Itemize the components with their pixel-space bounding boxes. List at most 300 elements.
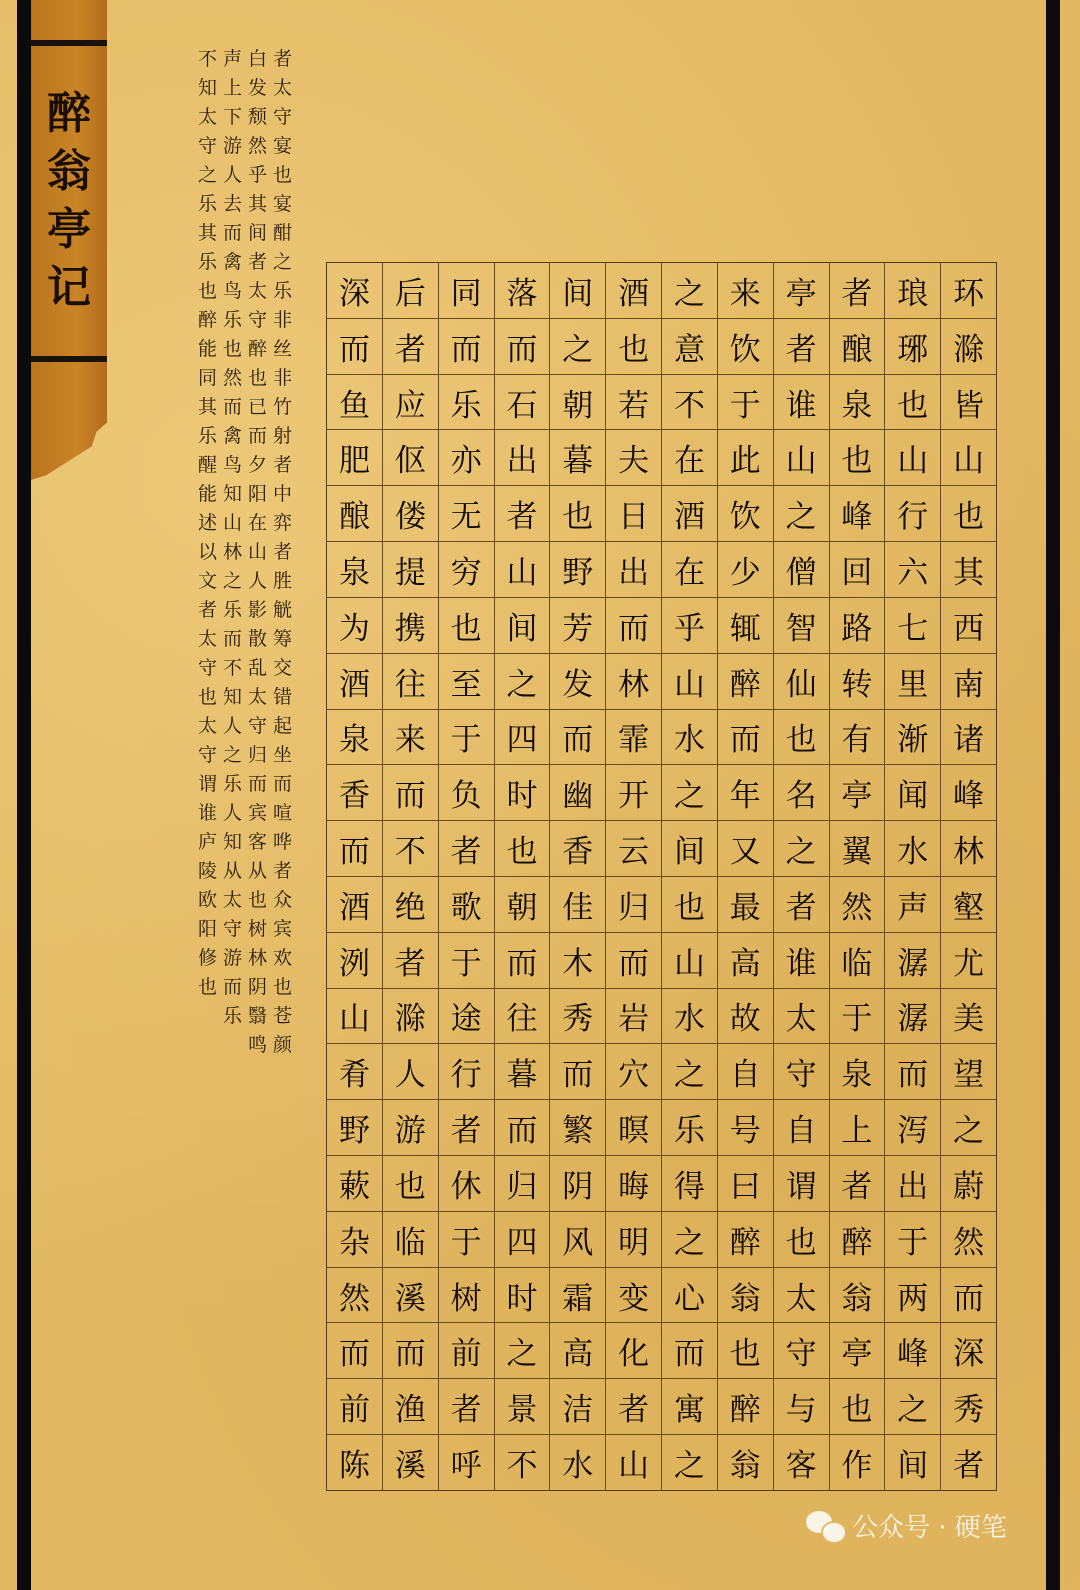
grid-cell: 意: [662, 318, 717, 374]
model-text-char: 宴: [272, 135, 292, 157]
model-text-char: 修: [197, 947, 217, 969]
model-text-char: 非: [272, 367, 292, 389]
grid-cell: 然: [327, 1267, 382, 1323]
model-text-char: 知: [222, 686, 242, 708]
grid-cell: 蔚: [941, 1155, 996, 1211]
grid-cell: 木: [550, 932, 605, 988]
grid-cell: 途: [439, 988, 494, 1044]
grid-cell: 也: [606, 318, 661, 374]
grid-cell: 也: [830, 429, 885, 485]
title-char: 亭: [47, 204, 91, 255]
grid-cell: 而: [495, 1099, 550, 1155]
title-char: 醉: [47, 88, 91, 139]
grid-cell: 暮: [550, 429, 605, 485]
model-text-char: 阳: [247, 483, 267, 505]
grid-cell: 者: [383, 932, 438, 988]
grid-cell: 之: [495, 1322, 550, 1378]
model-text-char: 坐: [272, 744, 292, 766]
model-text-char: 然: [222, 367, 242, 389]
grid-cell: 者: [941, 1434, 996, 1490]
model-text-char: 知: [197, 77, 217, 99]
grid-cell: 景: [495, 1378, 550, 1434]
grid-cell: 也: [885, 374, 940, 430]
grid-cell: 而: [941, 1267, 996, 1323]
grid-cell: 峰: [885, 1322, 940, 1378]
grid-cell: 谓: [774, 1155, 829, 1211]
model-text-char: 鸟: [222, 280, 242, 302]
grid-cell: 繁: [550, 1099, 605, 1155]
model-text-char: 去: [222, 193, 242, 215]
grid-cell: 琊: [885, 318, 940, 374]
grid-cell: 鱼: [327, 374, 382, 430]
right-frame-border: [1046, 0, 1060, 1590]
grid-cell: 酿: [327, 485, 382, 541]
grid-cell: 泉: [830, 1043, 885, 1099]
grid-cell: 霏: [606, 709, 661, 765]
grid-cell: 休: [439, 1155, 494, 1211]
grid-cell: 乎: [662, 597, 717, 653]
model-text-char: 而: [222, 222, 242, 244]
grid-cell: 来: [383, 709, 438, 765]
model-text-column: [195, 45, 220, 1060]
model-text-char: 知: [222, 831, 242, 853]
grid-cell: 而: [606, 597, 661, 653]
grid-cell: 亭: [830, 764, 885, 820]
grid-cell: 有: [830, 709, 885, 765]
grid-cell: 野: [327, 1099, 382, 1155]
model-text-char: 乐: [272, 280, 292, 302]
grid-cell: 间: [562, 275, 594, 312]
model-text-char: 其: [247, 193, 267, 215]
grid-cell: 里: [885, 653, 940, 709]
grid-cell: 伛: [383, 429, 438, 485]
model-text-char: 太: [247, 686, 267, 708]
grid-cell: 行: [885, 485, 940, 541]
model-text-char: 竹: [272, 396, 292, 418]
model-text-char: 乐: [222, 1005, 242, 1027]
model-text-char: 太: [272, 77, 292, 99]
model-text-char: 欧: [197, 889, 217, 911]
grid-cell: 闻: [885, 764, 940, 820]
grid-cell: 若: [606, 374, 661, 430]
model-text-char: 山: [247, 541, 267, 563]
model-text-char: 醉: [247, 338, 267, 360]
grid-cell: 上: [830, 1099, 885, 1155]
grid-cell: 环: [953, 275, 985, 312]
model-text-char: 非: [272, 309, 292, 331]
model-text-char: 也: [197, 686, 217, 708]
model-text-char: 人: [222, 802, 242, 824]
grid-cell: 西: [941, 597, 996, 653]
model-text-char: 下: [222, 106, 242, 128]
grid-cell: 其: [941, 541, 996, 597]
model-text-char: 也: [272, 164, 292, 186]
model-text-char: 宾: [272, 918, 292, 940]
grid-cell: 呼: [439, 1434, 494, 1490]
grid-cell: 之: [662, 1043, 717, 1099]
model-text-char: 乱: [247, 657, 267, 679]
grid-cell: 太: [774, 1267, 829, 1323]
grid-cell: 泻: [885, 1099, 940, 1155]
grid-cell: 太: [774, 988, 829, 1044]
grid-cell: 偻: [383, 485, 438, 541]
grid-cell: 提: [383, 541, 438, 597]
grid-cell: 秀: [550, 988, 605, 1044]
grid-cell: 转: [830, 653, 885, 709]
grid-cell: 化: [606, 1322, 661, 1378]
grid-cell: 绝: [383, 876, 438, 932]
grid-cell: 醉: [718, 653, 773, 709]
grid-cell: 也: [830, 1378, 885, 1434]
grid-cell: 也: [941, 485, 996, 541]
title-tab-top-line: [31, 40, 107, 46]
grid-cell: 而: [495, 932, 550, 988]
model-text-char: 影: [247, 599, 267, 621]
model-text-char: 人: [247, 570, 267, 592]
grid-cell: 之: [662, 1434, 717, 1490]
wechat-icon: [806, 1508, 844, 1542]
grid-cell: 也: [662, 876, 717, 932]
model-text-char: 陵: [197, 860, 217, 882]
grid-cell: 而: [383, 764, 438, 820]
grid-cell: 出: [885, 1155, 940, 1211]
grid-cell: 朝: [550, 374, 605, 430]
grid-cell: 守: [774, 1322, 829, 1378]
grid-cell: 之: [941, 1099, 996, 1155]
model-text-char: 守: [272, 106, 292, 128]
model-text-char: 太: [197, 106, 217, 128]
grid-cell: 歌: [439, 876, 494, 932]
grid-cell: 滁: [941, 318, 996, 374]
model-text-char: 不: [197, 48, 217, 70]
grid-cell: 泉: [830, 374, 885, 430]
grid-cell: 寓: [662, 1378, 717, 1434]
grid-cell: 辄: [718, 597, 773, 653]
model-text-char: 者: [197, 599, 217, 621]
grid-cell: 明: [606, 1211, 661, 1267]
watermark-text: 公众号 · 硬笔: [852, 1512, 1007, 1543]
grid-cell: 者: [841, 275, 873, 312]
model-text-char: 其: [197, 222, 217, 244]
grid-cell: 故: [718, 988, 773, 1044]
grid-cell: 不: [383, 820, 438, 876]
model-text-char: 者: [272, 454, 292, 476]
grid-cell: 之: [495, 653, 550, 709]
grid-cell: 行: [439, 1043, 494, 1099]
model-text-char: 喧: [272, 802, 292, 824]
grid-cell: 尤: [941, 932, 996, 988]
grid-cell: 酒: [327, 653, 382, 709]
model-text-char: 乐: [197, 425, 217, 447]
grid-cell: 四: [495, 1211, 550, 1267]
model-text-char: 醒: [197, 454, 217, 476]
grid-cell: 野: [550, 541, 605, 597]
grid-cell: 出: [606, 541, 661, 597]
grid-cell: 山: [495, 541, 550, 597]
grid-cell: 阴: [550, 1155, 605, 1211]
grid-cell: 携: [383, 597, 438, 653]
grid-cell: 得: [662, 1155, 717, 1211]
grid-column: [661, 263, 717, 1490]
model-text-char: 谓: [197, 773, 217, 795]
grid-cell: 翁: [830, 1267, 885, 1323]
grid-cell: 潺: [885, 988, 940, 1044]
grid-cell: 也: [495, 820, 550, 876]
model-text-char: 之: [222, 570, 242, 592]
grid-cell: 朝: [495, 876, 550, 932]
grid-cell: 僧: [774, 541, 829, 597]
model-text-char: 谁: [197, 802, 217, 824]
grid-cell: 泉: [327, 541, 382, 597]
grid-cell: 水: [885, 820, 940, 876]
grid-cell: 酒: [618, 275, 650, 312]
grid-cell: 落: [506, 275, 538, 312]
grid-cell: 山: [662, 932, 717, 988]
grid-cell: 六: [885, 541, 940, 597]
grid-cell: 翁: [718, 1267, 773, 1323]
grid-cell: 也: [550, 485, 605, 541]
grid-cell: 在: [662, 541, 717, 597]
model-text-char: 也: [197, 976, 217, 998]
model-text-char: 然: [247, 135, 267, 157]
grid-cell: 泉: [327, 709, 382, 765]
grid-cell: 山: [327, 988, 382, 1044]
grid-cell: 也: [718, 1322, 773, 1378]
model-text-char: 夕: [247, 454, 267, 476]
model-text-char: 禽: [222, 251, 242, 273]
grid-cell: 然: [830, 876, 885, 932]
grid-cell: 云: [606, 820, 661, 876]
grid-cell: 于: [885, 1211, 940, 1267]
grid-cell: 年: [718, 764, 773, 820]
grid-cell: 之: [673, 275, 705, 312]
model-text-char: 守: [222, 918, 242, 940]
grid-cell: 也: [774, 709, 829, 765]
model-text-char: 也: [247, 889, 267, 911]
grid-cell: 者: [383, 318, 438, 374]
grid-cell: 而: [718, 709, 773, 765]
grid-cell: 暝: [606, 1099, 661, 1155]
model-text-column: [270, 45, 295, 1060]
model-text-char: 阴: [247, 976, 267, 998]
grid-cell: 蔌: [327, 1155, 382, 1211]
model-text-char: 上: [222, 77, 242, 99]
model-text-char: 胜: [272, 570, 292, 592]
grid-cell: 陈: [327, 1434, 382, 1490]
grid-cell: 声: [885, 876, 940, 932]
model-text-char: 者: [272, 541, 292, 563]
grid-cell: 开: [606, 764, 661, 820]
model-text-char: 守: [247, 715, 267, 737]
page-title: [31, 85, 107, 317]
grid-cell: 肴: [327, 1043, 382, 1099]
grid-cell: 深: [941, 1322, 996, 1378]
model-text-char: 弈: [272, 512, 292, 534]
grid-cell: 者: [774, 318, 829, 374]
model-text-char: 而: [272, 773, 292, 795]
grid-cell: 壑: [941, 876, 996, 932]
model-text-char: 也: [222, 338, 242, 360]
model-text-char: 阳: [197, 918, 217, 940]
model-text-char: 也: [247, 367, 267, 389]
grid-cell: 渐: [885, 709, 940, 765]
model-text-char: 不: [222, 657, 242, 679]
model-text-char: 错: [272, 686, 292, 708]
grid-cell: 自: [718, 1043, 773, 1099]
grid-cell: 此: [718, 429, 773, 485]
model-text-char: 之: [272, 251, 292, 273]
grid-cell: 间: [495, 597, 550, 653]
grid-cell: 临: [830, 932, 885, 988]
watermark: [806, 1505, 1007, 1545]
model-text-char: 守: [197, 657, 217, 679]
grid-cell: 石: [495, 374, 550, 430]
model-text-char: 禽: [222, 425, 242, 447]
grid-cell: 之: [662, 764, 717, 820]
grid-cell: 发: [550, 653, 605, 709]
model-text-char: 太: [197, 715, 217, 737]
model-text-char: 人: [222, 164, 242, 186]
grid-cell: 号: [718, 1099, 773, 1155]
grid-cell: 幽: [550, 764, 605, 820]
grid-cell: 峰: [941, 764, 996, 820]
grid-cell: 岩: [606, 988, 661, 1044]
model-text-char: 发: [247, 77, 267, 99]
grid-cell: 至: [439, 653, 494, 709]
model-text-char: 乐: [222, 599, 242, 621]
model-text-char: 中: [272, 483, 292, 505]
model-text-char: 觥: [272, 599, 292, 621]
model-text-char: 太: [197, 628, 217, 650]
grid-column: [940, 263, 996, 1490]
model-text-char: 鸟: [222, 454, 242, 476]
grid-cell: 负: [439, 764, 494, 820]
grid-column: [829, 263, 885, 1490]
model-text-char: 众: [272, 889, 292, 911]
model-text-char: 归: [247, 744, 267, 766]
grid-cell: 而: [383, 1322, 438, 1378]
grid-cell: 深: [338, 275, 370, 312]
model-text-char: 也: [197, 280, 217, 302]
grid-cell: 山: [941, 429, 996, 485]
grid-cell: 后: [394, 275, 426, 312]
grid-cell: 暮: [495, 1043, 550, 1099]
grid-column: [382, 263, 438, 1490]
model-text-char: 而: [222, 628, 242, 650]
grid-cell: 回: [830, 541, 885, 597]
model-text-char: 守: [247, 309, 267, 331]
grid-cell: 佳: [550, 876, 605, 932]
model-text-char: 述: [197, 512, 217, 534]
grid-cell: 树: [439, 1267, 494, 1323]
model-text-char: 而: [247, 773, 267, 795]
grid-cell: 水: [662, 988, 717, 1044]
grid-cell: 者: [439, 820, 494, 876]
model-text-char: 者: [247, 251, 267, 273]
model-text-char: 游: [222, 135, 242, 157]
model-text-char: 宾: [247, 802, 267, 824]
model-text-char: 者: [272, 860, 292, 882]
model-text-char: 间: [247, 222, 267, 244]
grid-cell: 香: [327, 764, 382, 820]
grid-cell: 两: [885, 1267, 940, 1323]
grid-cell: 七: [885, 597, 940, 653]
grid-cell: 醉: [830, 1211, 885, 1267]
grid-cell: 间: [885, 1434, 940, 1490]
grid-cell: 时: [495, 764, 550, 820]
grid-column: [884, 263, 940, 1490]
grid-cell: 山: [606, 1434, 661, 1490]
grid-cell: 洁: [550, 1378, 605, 1434]
model-text-char: 庐: [197, 831, 217, 853]
model-text-char: 人: [222, 715, 242, 737]
grid-column: [549, 263, 605, 1490]
grid-cell: 洌: [327, 932, 382, 988]
grid-cell: 晦: [606, 1155, 661, 1211]
grid-cell: 前: [327, 1378, 382, 1434]
grid-cell: 皆: [941, 374, 996, 430]
grid-cell: 之: [550, 318, 605, 374]
model-text-char: 宴: [272, 193, 292, 215]
title-tab-bottom-line: [31, 356, 107, 362]
grid-cell: 而: [550, 1043, 605, 1099]
grid-cell: 之: [885, 1378, 940, 1434]
model-text-char: 在: [247, 512, 267, 534]
grid-cell: 于: [830, 988, 885, 1044]
grid-cell: 乐: [662, 1099, 717, 1155]
grid-cell: 临: [383, 1211, 438, 1267]
grid-cell: 谁: [774, 374, 829, 430]
left-frame-border: [17, 0, 31, 1590]
model-text-char: 起: [272, 715, 292, 737]
model-text-char: 乐: [222, 309, 242, 331]
grid-cell: 仙: [774, 653, 829, 709]
grid-column: [605, 263, 661, 1490]
grid-cell: 四: [495, 709, 550, 765]
grid-cell: 而: [550, 709, 605, 765]
model-text-char: 客: [247, 831, 267, 853]
grid-cell: 亭: [785, 275, 817, 312]
grid-cell: 夫: [606, 429, 661, 485]
grid-cell: 时: [495, 1267, 550, 1323]
model-text-column: [245, 45, 270, 1060]
grid-cell: 心: [662, 1267, 717, 1323]
model-text-char: 其: [197, 396, 217, 418]
grid-cell: 芳: [550, 597, 605, 653]
grid-cell: 秀: [941, 1378, 996, 1434]
model-text-char: 之: [197, 164, 217, 186]
grid-cell: 往: [495, 988, 550, 1044]
grid-cell: 游: [383, 1099, 438, 1155]
grid-cell: 翼: [830, 820, 885, 876]
grid-cell: 峰: [830, 485, 885, 541]
grid-cell: 不: [495, 1434, 550, 1490]
grid-cell: 霜: [550, 1267, 605, 1323]
grid-cell: 之: [774, 820, 829, 876]
title-char: 记: [47, 262, 91, 313]
grid-cell: 酿: [830, 318, 885, 374]
grid-cell: 在: [662, 429, 717, 485]
grid-cell: 肥: [327, 429, 382, 485]
model-text-char: 而: [222, 396, 242, 418]
model-text-char: 翳: [247, 1005, 267, 1027]
model-text-char: 太: [222, 889, 242, 911]
grid-cell: 于: [439, 1211, 494, 1267]
grid-cell: 而: [327, 820, 382, 876]
grid-cell: 风: [550, 1211, 605, 1267]
model-text-columns: [195, 45, 295, 1060]
grid-cell: 穷: [439, 541, 494, 597]
